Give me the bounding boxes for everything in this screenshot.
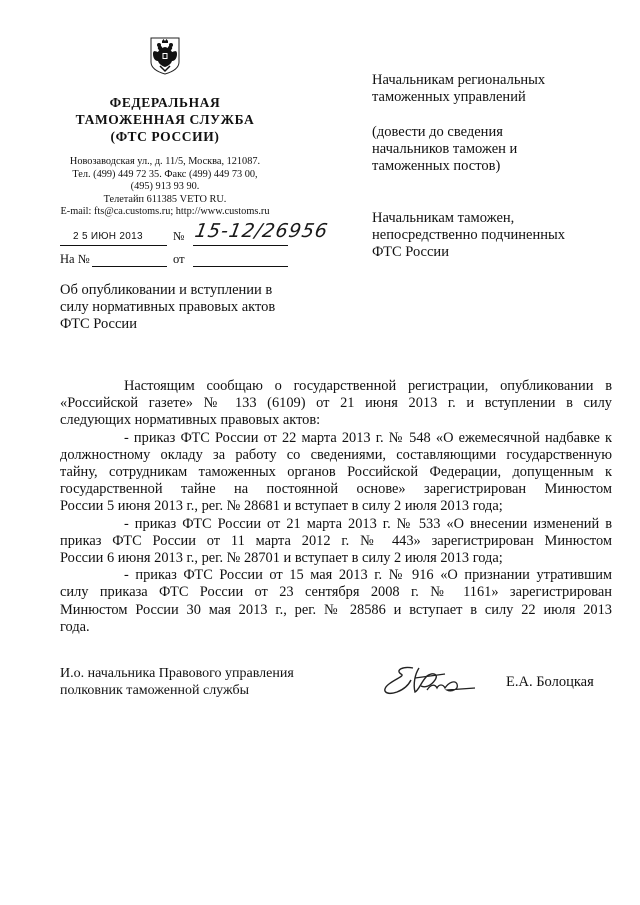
addressee-line: Начальникам региональных bbox=[372, 72, 546, 88]
act-item-548 bbox=[60, 430, 612, 516]
signatory-rank: полковник таможенной службы bbox=[60, 683, 250, 698]
from-label: от bbox=[173, 252, 185, 266]
subject-line: силу нормативных правовых актов bbox=[60, 299, 276, 315]
registration-number: 15-12/26956 bbox=[193, 220, 331, 242]
number-label: № bbox=[173, 229, 185, 243]
reply-to-underline bbox=[92, 266, 167, 267]
org-name-line: ТАМОЖЕННАЯ СЛУЖБА bbox=[75, 112, 255, 127]
addressee-customs bbox=[372, 210, 565, 261]
addressee-line: непосредственно подчиненных bbox=[372, 227, 565, 243]
address-line: Новозаводская ул., д. 11/5, Москва, 121087. bbox=[69, 156, 261, 167]
letter-subject bbox=[60, 282, 300, 333]
addressee-note bbox=[372, 124, 517, 175]
intro-paragraph bbox=[60, 378, 612, 430]
signatory-position: И.о. начальника Правового управления bbox=[60, 666, 294, 681]
letter-body bbox=[60, 378, 612, 636]
subject-line: ФТС России bbox=[60, 316, 137, 332]
russian-coat-of-arms-icon bbox=[149, 36, 181, 76]
act-item-916 bbox=[60, 567, 612, 636]
signatory-title bbox=[60, 665, 294, 699]
org-name-line: ФЕДЕРАЛЬНАЯ bbox=[109, 95, 221, 110]
body-line: государственной тайне на постоянной основе» зарегистрирован Минюстом bbox=[60, 481, 612, 498]
body-line: Минюстом России 30 мая 2013 г., рег. № 28586 и вступает в силу 22 июля 2013 bbox=[60, 601, 612, 618]
body-line: должностному окладу за работу со сведениями, составляющими государственную bbox=[60, 446, 612, 463]
body-line: России 5 июня 2013 г., рег. № 28681 и вступает в силу 2 июля 2013 года; bbox=[60, 498, 503, 515]
addressee-regional bbox=[372, 72, 545, 106]
organization-name bbox=[60, 94, 270, 145]
addressee-line: (довести до сведения bbox=[372, 124, 503, 140]
phone-line: Тел. (499) 449 72 35. Факс (499) 449 73 00, bbox=[72, 168, 258, 180]
body-line: следующих нормативных правовых актов: bbox=[60, 412, 321, 429]
signatory-name: Е.А. Болоцкая bbox=[506, 674, 594, 690]
addressee-line: начальников таможен и bbox=[372, 141, 518, 157]
body-line: Настоящим сообщаю о государственной регистрации, опубликовании в bbox=[124, 378, 612, 394]
organization-address bbox=[60, 156, 270, 219]
teletype-line: Телетайп 611385 VETO RU. bbox=[103, 193, 227, 205]
addressee-line: таможенных управлений bbox=[372, 89, 526, 105]
from-underline bbox=[193, 266, 288, 267]
body-line: приказ ФТС России от 11 марта 2012 г. № 443» зарегистрирован Минюстом bbox=[60, 532, 612, 549]
act-item-533 bbox=[60, 516, 612, 568]
addressee-line: ФТС России bbox=[372, 244, 449, 260]
body-line: - приказ ФТС России от 22 марта 2013 г. № 548 «О ежемесячной надбавке к bbox=[124, 429, 612, 446]
body-line: года. bbox=[60, 618, 90, 635]
registration-date: 2 5 ИЮН 2013 bbox=[73, 231, 143, 242]
email-web-line: E-mail: fts@ca.customs.ru; http://www.customs.ru bbox=[60, 206, 270, 218]
date-underline bbox=[60, 245, 167, 246]
number-underline bbox=[193, 245, 288, 246]
org-name-line: (ФТС РОССИИ) bbox=[110, 129, 220, 144]
body-line: - приказ ФТС России от 15 мая 2013 г. № 916 «О признании утратившим bbox=[124, 567, 612, 584]
reply-to-label: На № bbox=[60, 252, 90, 266]
body-line: - приказ ФТС России от 21 марта 2013 г. № 533 «О внесении изменений в bbox=[124, 515, 612, 532]
body-line: тайну, сотрудникам таможенных органов Российской Федерации, допущенным к bbox=[60, 464, 612, 481]
body-line: России 6 июня 2013 г., рег. № 28701 и вступает в силу 2 июля 2013 года; bbox=[60, 550, 503, 567]
addressee-line: Начальникам таможен, bbox=[372, 210, 515, 226]
body-line: «Российской газете» № 133 (6109) от 21 июня 2013 г. и вступлении в силу bbox=[60, 395, 612, 412]
addressee-line: таможенных постов) bbox=[372, 158, 501, 174]
subject-line: Об опубликовании и вступлении в bbox=[60, 282, 273, 298]
phone-line: (495) 913 93 90. bbox=[130, 181, 200, 193]
handwritten-signature-icon bbox=[375, 662, 485, 702]
body-line: силу приказа ФТС России от 23 сентября 2008 г. № 1161» зарегистрирован bbox=[60, 584, 612, 601]
